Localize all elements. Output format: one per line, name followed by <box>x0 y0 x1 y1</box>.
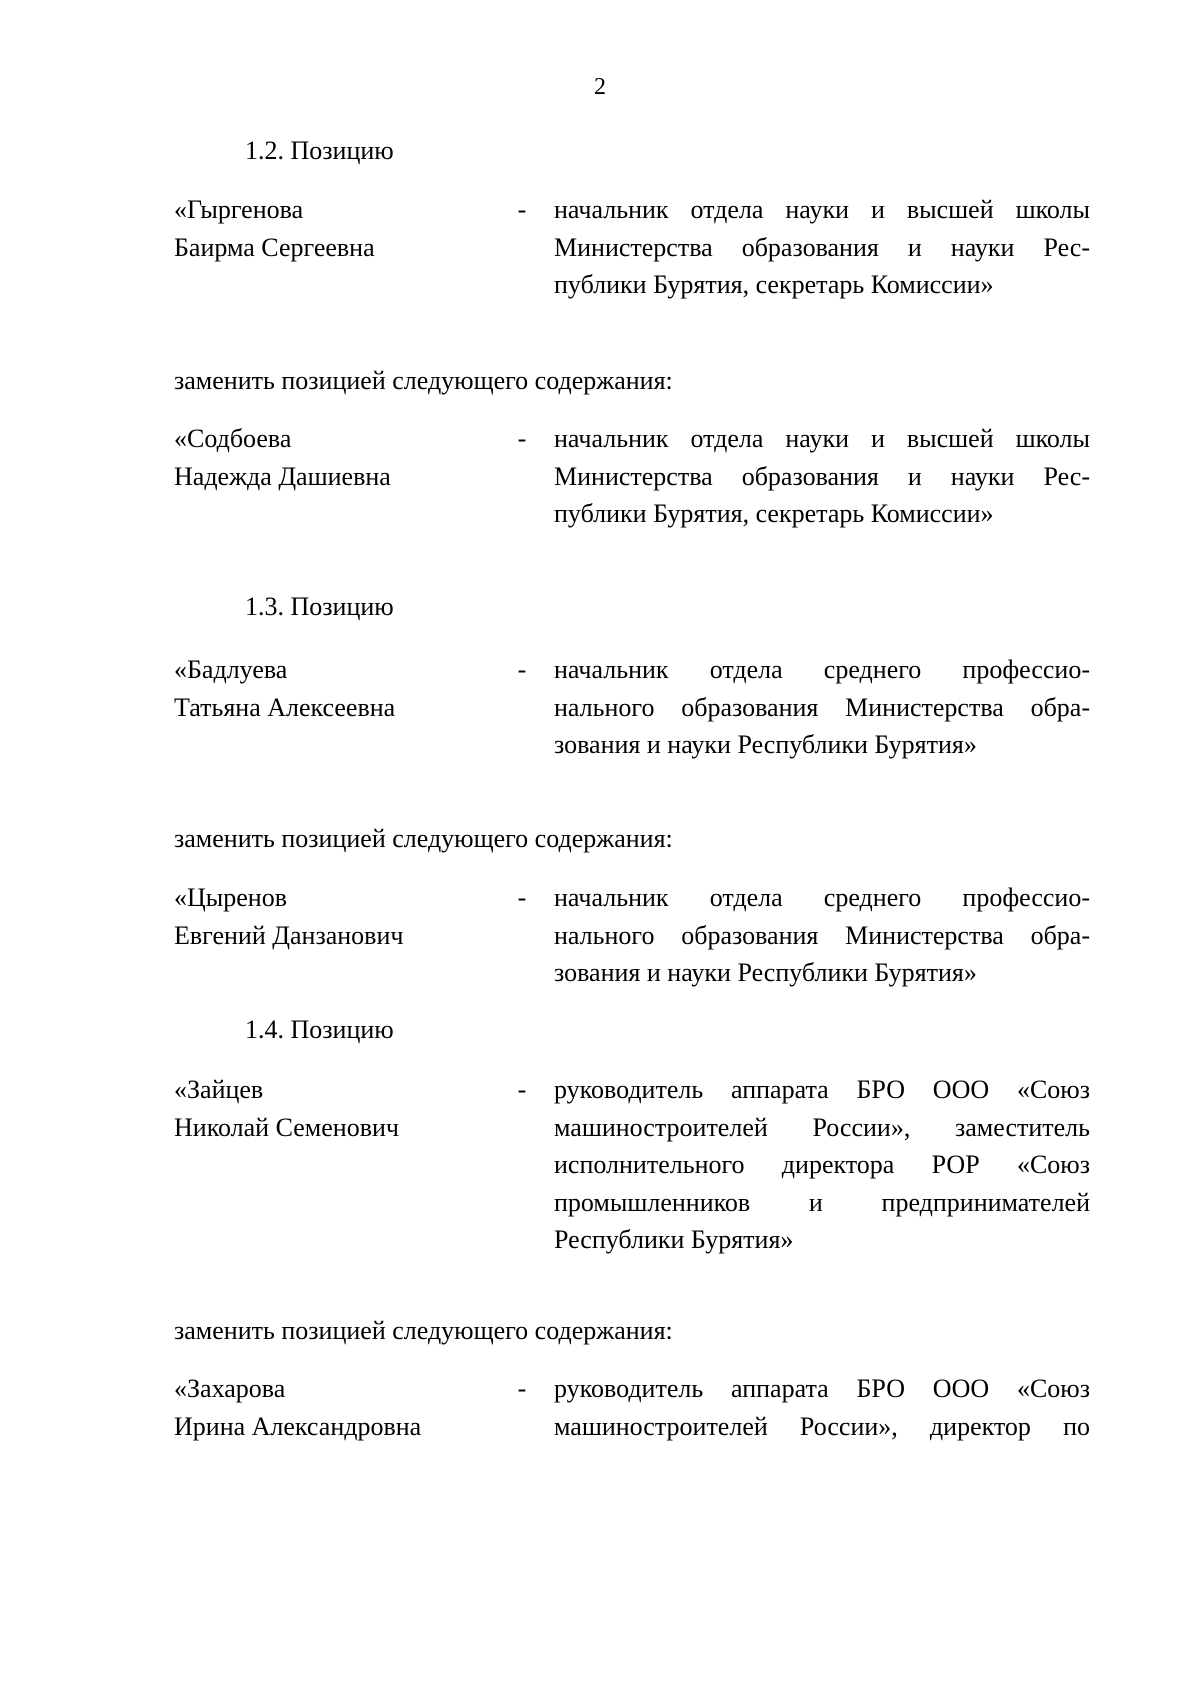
dash-separator: - <box>517 655 527 684</box>
section-heading-1-2: 1.2. Позицию <box>245 136 394 165</box>
section-heading-1-3: 1.3. Позицию <box>245 592 394 621</box>
position-description: руководитель аппарата БРО ООО «Союз машиностроителей России», директор по <box>554 1374 1090 1441</box>
replace-instruction-1-4: заменить позицией следующего содержания: <box>174 1316 673 1345</box>
person-name: «Цыренов Евгений Данзанович <box>174 883 404 950</box>
section-heading-1-4: 1.4. Позицию <box>245 1015 394 1044</box>
dash-separator: - <box>517 195 527 224</box>
person-name: «Содбоева Надежда Дашиевна <box>174 424 391 491</box>
position-description: начальник отдела науки и высшей школы Министерства образования и науки Рес- публики Бурятия, секретарь Комиссии» <box>554 424 1090 528</box>
dash-separator: - <box>517 424 527 453</box>
person-name: «Бадлуева Татьяна Алексеевна <box>174 655 396 722</box>
person-name: «Зайцев Николай Семенович <box>174 1075 399 1142</box>
page-number: 2 <box>594 74 606 100</box>
position-description: начальник отдела среднего профессио- нального образования Министерства обра- зования и науки Республики Бурятия» <box>554 655 1090 759</box>
dash-separator: - <box>517 1075 527 1104</box>
person-name: «Гыргенова Баирма Сергеевна <box>174 195 375 262</box>
dash-separator: - <box>517 1374 527 1403</box>
position-description: начальник отдела среднего профессио- нального образования Министерства обра- зования и науки Республики Бурятия» <box>554 883 1090 987</box>
position-description: начальник отдела науки и высшей школы Министерства образования и науки Рес- публики Бурятия, секретарь Комиссии» <box>554 195 1090 299</box>
dash-separator: - <box>517 883 527 912</box>
replace-instruction-1-2: заменить позицией следующего содержания: <box>174 366 673 395</box>
person-name: «Захарова Ирина Александровна <box>174 1374 422 1441</box>
position-description: руководитель аппарата БРО ООО «Союз машиностроителей России», заместитель исполнительного директора РОР «Союз промышленников и предпринимателей Республики Бурятия» <box>554 1075 1090 1254</box>
replace-instruction-1-3: заменить позицией следующего содержания: <box>174 824 673 853</box>
